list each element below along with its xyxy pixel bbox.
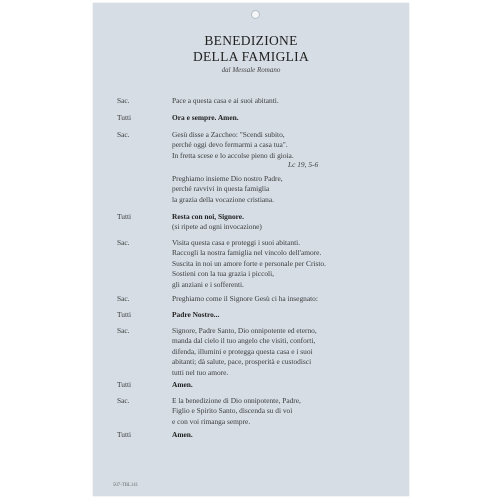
- prayer-line: Visita questa casa e proteggi i suoi abitanti.: [172, 238, 301, 247]
- prayer-line: abitanti; dà salute, pace, prosperità e custodisci: [172, 357, 312, 367]
- prayer-line: tutti nel tuo amore.: [172, 367, 229, 377]
- prayer-line: Sostieni con la tua grazia i piccoli,: [172, 269, 275, 279]
- prayer-block-text: [172, 212, 387, 222]
- speaker-label: Sac.: [117, 396, 130, 405]
- speaker-label: Sac.: [117, 96, 130, 105]
- prayer-block-text: [172, 130, 387, 161]
- prayer-line: gli anziani e i sofferenti.: [172, 279, 244, 289]
- prayer-block-text: [172, 326, 387, 378]
- speaker-label: Sac.: [117, 326, 130, 335]
- prayer-block-text: [172, 96, 387, 106]
- prayer-line: E la benedizione di Dio onnipotente, Padre,: [172, 396, 301, 405]
- prayer-block-text: [172, 238, 387, 290]
- prayer-line: Gesù disse a Zaccheo: "Scendi subito,: [172, 130, 285, 139]
- prayer-block-text: [172, 294, 387, 304]
- speaker-label: Sac.: [117, 238, 130, 247]
- prayer-block-text: [172, 430, 387, 440]
- prayer-line: Preghiamo insieme Dio nostro Padre,: [172, 174, 283, 183]
- prayer-line: Figlio e Spirito Santo, discenda su di voi: [172, 406, 293, 416]
- prayer-line: Preghiamo come il Signore Gesù ci ha insegnato:: [172, 294, 318, 303]
- speaker-label: Tutti: [117, 430, 132, 439]
- speaker-label: Sac.: [117, 130, 130, 139]
- prayer-block-text: [172, 380, 387, 390]
- hanging-hole: [251, 10, 260, 19]
- card-title-line2: DELLA FAMIGLIA: [192, 49, 310, 64]
- prayer-line: (si ripete ad ogni invocazione): [172, 222, 262, 231]
- prayer-line: In fretta scese e lo accolse pieno di gioia.: [172, 150, 294, 160]
- prayer-line: e con voi rimanga sempre.: [172, 416, 251, 426]
- prayer-line: perché oggi devo fermarmi a casa tua".: [172, 140, 288, 150]
- prayer-line: Suscita in noi un amore forte e personale per Cristo.: [172, 258, 326, 268]
- prayer-block-text: [172, 174, 387, 205]
- prayer-line: Ora e sempre. Amen.: [172, 113, 239, 122]
- speaker-label: Tutti: [117, 380, 132, 389]
- prayer-block-text: [172, 396, 387, 427]
- speaker-label: Tutti: [117, 212, 132, 221]
- prayer-line: Amen.: [172, 430, 193, 439]
- prayer-line: Padre Nostro...: [172, 310, 220, 319]
- prayer-line: manda dal cielo il tuo angelo che visiti, conforti,: [172, 336, 316, 346]
- prayer-line: la grazia della vocazione cristiana.: [172, 194, 274, 204]
- prayer-line: Signore, Padre Santo, Dio onnipotente ed eterno,: [172, 326, 317, 335]
- speaker-label: Tutti: [117, 113, 132, 122]
- prayer-line: Pace a questa casa e ai suoi abitanti.: [172, 96, 279, 105]
- speaker-label: Sac.: [117, 294, 130, 303]
- product-code: 507-TBL141: [113, 483, 139, 488]
- prayer-line: difenda, illumini e protegga questa casa e i suoi: [172, 346, 313, 356]
- prayer-line: Resta con noi, Signore.: [172, 212, 244, 221]
- speaker-label: Tutti: [117, 310, 132, 319]
- prayer-line: perché ravvivi in questa famiglia: [172, 184, 270, 194]
- prayer-block-text: [172, 222, 387, 232]
- prayer-block-text: [172, 113, 387, 123]
- card-title-line1: BENEDIZIONE: [204, 33, 298, 48]
- prayer-block-text: [172, 310, 387, 320]
- prayer-line: Amen.: [172, 380, 193, 389]
- prayer-line: Raccogli la nostra famiglia nel vincolo dell'amore.: [172, 248, 322, 258]
- blessing-card: [93, 3, 409, 496]
- card-subtitle: dal Messale Romano: [221, 66, 281, 74]
- scripture-reference: Lc 19, 5-6: [288, 160, 319, 169]
